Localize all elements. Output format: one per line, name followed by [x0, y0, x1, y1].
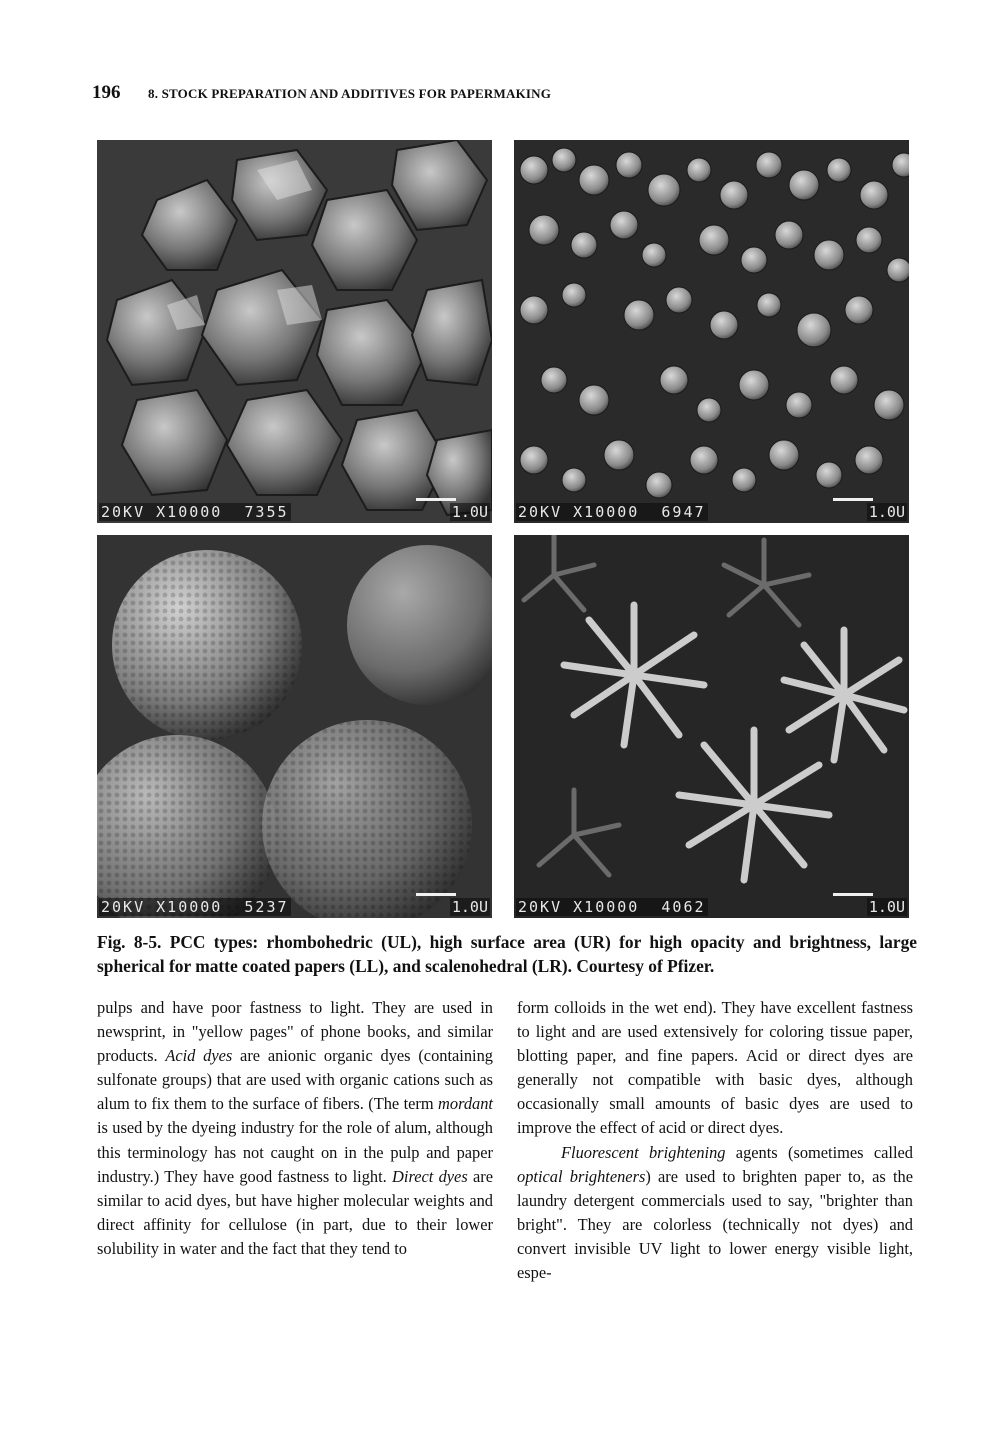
paragraph: Fluorescent brightening agents (sometimes called optical brighteners) are used to brighten paper to, as the laundry detergent commercials used to say, "brighter than bright". They are colorless (technically not dyes) and convert invisible UV light to lower energy visible light, espe-: [517, 1142, 913, 1283]
term-optical-brighteners: optical brighteners: [517, 1166, 646, 1186]
page-number: 196: [92, 82, 121, 103]
sem-image-high-surface-area: [514, 140, 909, 523]
sem-label-ul: 20KV X10000 7355: [101, 503, 289, 521]
term-acid-dyes: Acid dyes: [165, 1046, 233, 1066]
large-spherical-particles-illustration: [97, 535, 492, 918]
scale-bar-ul: [416, 498, 456, 501]
sem-image-scalenohedral: [514, 535, 909, 918]
rhombohedric-crystals-illustration: [97, 140, 492, 523]
running-head: 8. STOCK PREPARATION AND ADDITIVES FOR PAPERMAKING: [148, 86, 552, 101]
scale-bar-ll: [416, 893, 456, 896]
high-surface-area-particles-illustration: [514, 140, 909, 523]
scale-label-ll: 1.0U: [451, 898, 488, 916]
figure-8-5: [97, 140, 915, 918]
body-column-right: [517, 996, 913, 1285]
scale-label-ul: 1.0U: [451, 503, 488, 521]
sem-image-rhombohedric: [97, 140, 492, 523]
sem-label-ur: 20KV X10000 6947: [518, 503, 706, 521]
scale-label-ur: 1.0U: [868, 503, 905, 521]
paragraph: form colloids in the wet end). They have excellent fastness to light and are used extensively for coloring tissue paper, blotting paper, and fine papers. Acid or direct dyes are generally not compatible with basic dyes, although occasionally small amounts of basic dyes are used to improve the effect of acid or direct dyes.: [517, 998, 913, 1138]
page-header: [92, 82, 932, 108]
sem-label-ll: 20KV X10000 5237: [101, 898, 289, 916]
scale-bar-lr: [833, 893, 873, 896]
sem-image-large-spherical: [97, 535, 492, 918]
scalenohedral-clusters-illustration: [514, 535, 909, 918]
figure-caption: Fig. 8-5. PCC types: rhombohedric (UL), high surface area (UR) for high opacity and brightness, large spherical for matte coated papers (LL), and scalenohedral (LR). Courtesy of Pfizer.: [97, 932, 917, 976]
sem-label-lr: 20KV X10000 4062: [518, 898, 706, 916]
scale-bar-ur: [833, 498, 873, 501]
term-mordant: mordant: [438, 1094, 493, 1114]
term-fluorescent-brightening: Fluorescent brightening: [561, 1142, 726, 1162]
term-direct-dyes: Direct dyes: [392, 1166, 468, 1186]
body-column-left: [97, 996, 493, 1261]
scale-label-lr: 1.0U: [868, 898, 905, 916]
paragraph: pulps and have poor fastness to light. They are used in newsprint, in "yellow pages" of phone books, and similar products. Acid dyes are anionic organic dyes (containing sulfonate groups) that are used with organic cations such as alum to fix them to the surface of fibers. (The term mordant is used by the dyeing industry for the role of alum, although this terminology has not caught on in the pulp and paper industry.) They have good fastness to light. Direct dyes are similar to acid dyes, but have higher molecular weights and direct affinity for cellulose (in part, due to their lower solubility in water and the fact that they tend to: [97, 998, 494, 1258]
